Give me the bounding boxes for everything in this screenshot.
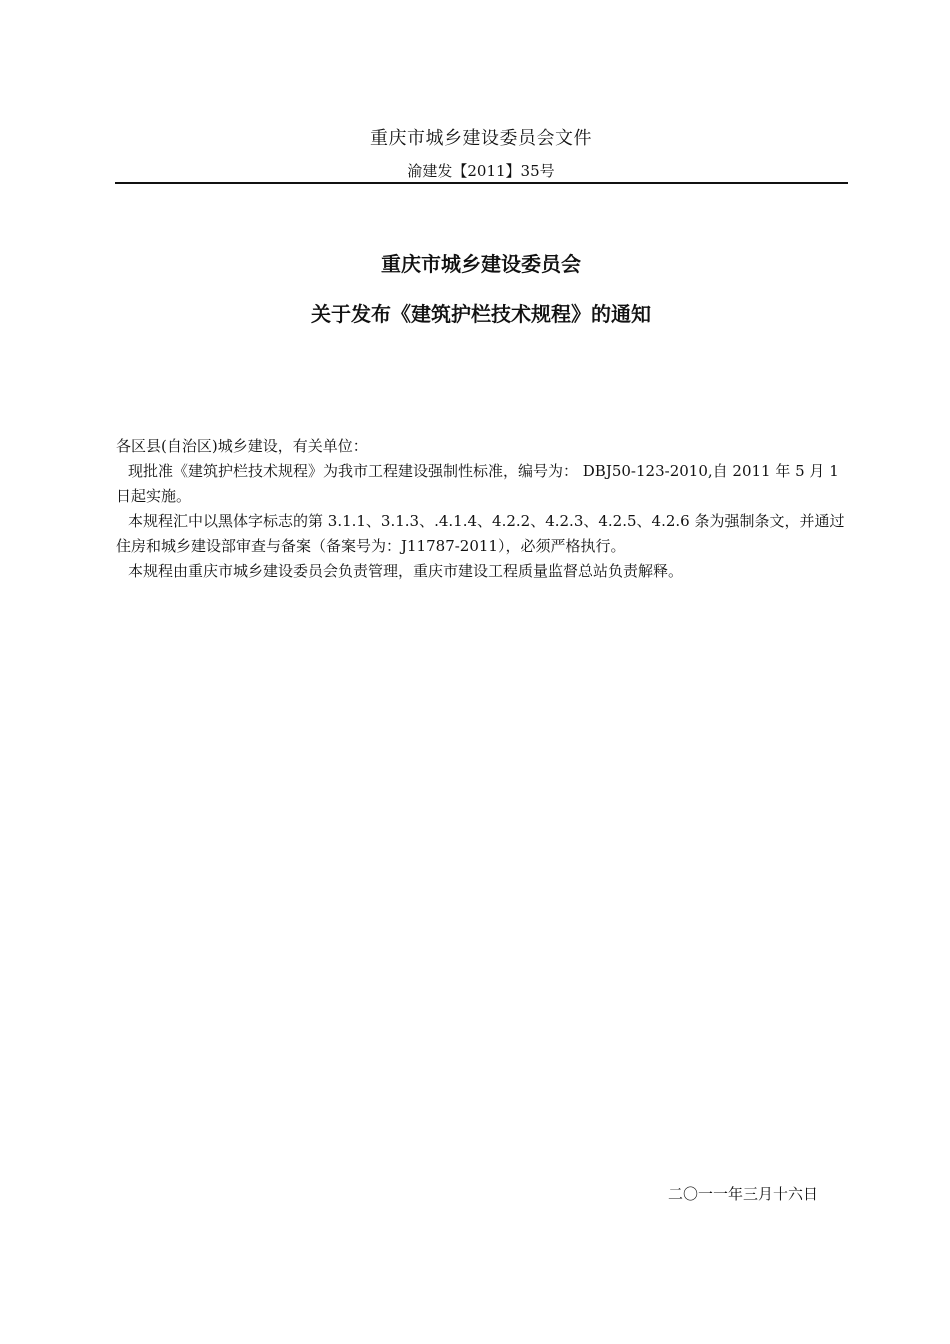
notice-title-line-2: 关于发布《建筑护栏技术规程》的通知 (311, 302, 651, 326)
issuing-organization: 重庆市城乡建设委员会文件 (370, 128, 592, 149)
header-divider (115, 182, 848, 184)
body-paragraph: 本规程汇中以黑体字标志的第 3.1.1、3.1.3、.4.1.4、4.2.2、4.2.3、4.2.5、4.2.6 条为强制条文，并通过住房和城乡建设部审查与备案（备案号为：J11787-2011），必须严格执行。 (116, 512, 845, 555)
issue-date: 二〇一一年三月十六日 (668, 1185, 819, 1203)
body-paragraph: 本规程由重庆市城乡建设委员会负责管理，重庆市建设工程质量监督总站负责解释。 (128, 562, 684, 580)
notice-title-line-1: 重庆市城乡建设委员会 (381, 252, 581, 276)
document-number: 渝建发【2011】35号 (407, 162, 555, 180)
body-paragraph: 现批准《建筑护栏技术规程》为我市工程建设强制性标准，编号为： DBJ50-123-2010,自 2011 年 5 月 1 日起实施。 (116, 462, 839, 505)
salutation: 各区县(自治区)城乡建设，有关单位： (116, 437, 368, 455)
notice-body (116, 434, 851, 584)
